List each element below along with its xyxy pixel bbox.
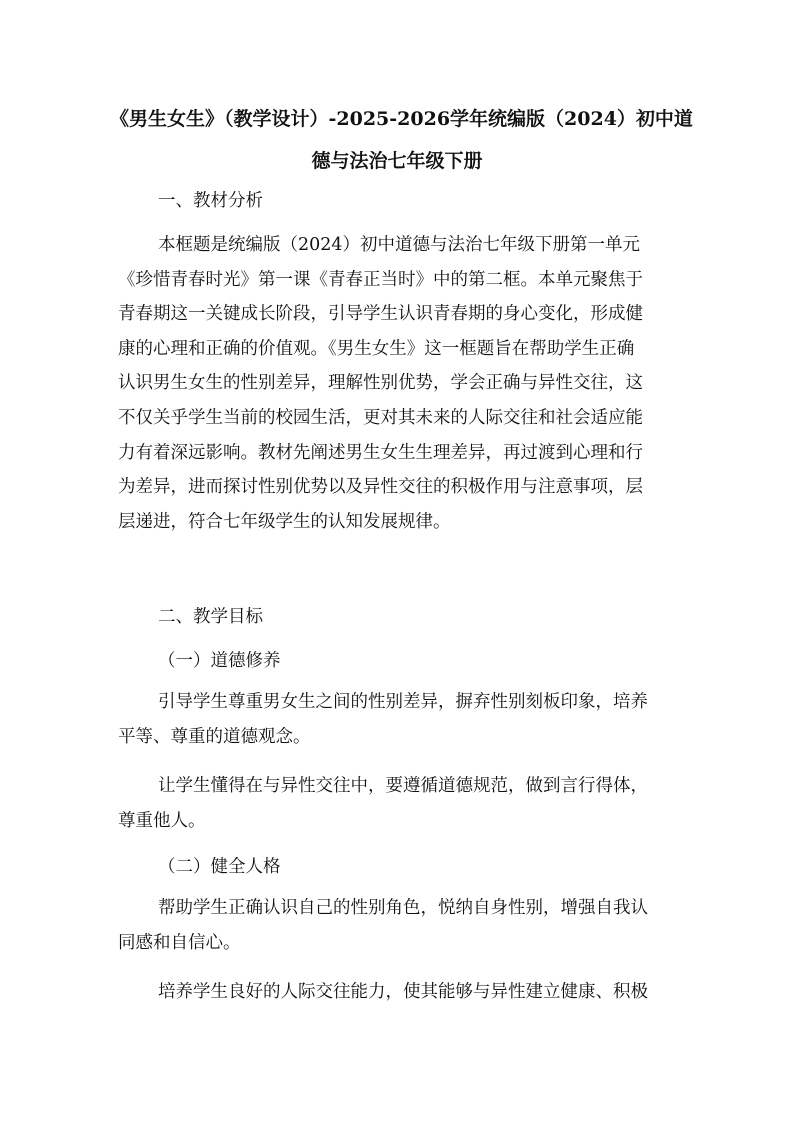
document-title-line-1: 《男生女生》（教学设计）-2025-2026学年统编版（2024）初中道 [110, 108, 693, 130]
paragraph-line: 平等、尊重的道德观念。 [118, 726, 311, 747]
paragraph-line: 青春期这一关键成长阶段，引导学生认识青春期的身心变化，形成健 [118, 304, 643, 325]
paragraph-moral-cultivation-2 [118, 769, 683, 838]
paragraph-line: 同感和自信心。 [118, 932, 241, 953]
paragraph-line: 为差异，进而探讨性别优势以及异性交往的积极作用与注意事项，层 [118, 477, 643, 498]
document-title-line-2: 德与法治七年级下册 [311, 150, 483, 172]
paragraph-textbook-analysis [118, 228, 683, 539]
subheading-sound-personality: （二）健全人格 [158, 857, 281, 877]
paragraph-sound-personality-2 [118, 975, 683, 1010]
section-heading-teaching-objectives: 二、教学目标 [158, 607, 263, 627]
paragraph-line: 帮助学生正确认识自己的性别角色，悦纳自身性别，增强自我认 [158, 898, 648, 918]
paragraph-moral-cultivation-1 [118, 685, 683, 754]
paragraph-line: 层递进，符合七年级学生的认知发展规律。 [118, 511, 451, 532]
paragraph-line: 培养学生良好的人际交往能力，使其能够与异性建立健康、积极 [158, 982, 648, 1002]
paragraph-line: 本框题是统编版（2024）初中道德与法治七年级下册第一单元 [158, 235, 641, 255]
paragraph-sound-personality-1 [118, 891, 683, 960]
paragraph-line: 《珍惜青春时光》第一课《青春正当时》中的第二框。本单元聚焦于 [118, 269, 643, 290]
paragraph-line: 引导学生尊重男女生之间的性别差异，摒弃性别刻板印象，培养 [158, 692, 648, 712]
subheading-moral-cultivation: （一）道德修养 [158, 651, 281, 671]
paragraph-line: 尊重他人。 [118, 810, 206, 831]
paragraph-line: 不仅关乎学生当前的校园生活，更对其未来的人际交往和社会适应能 [118, 407, 643, 428]
paragraph-line: 让学生懂得在与异性交往中，要遵循道德规范，做到言行得体， [158, 776, 648, 796]
paragraph-line: 康的心理和正确的价值观。《男生女生》这一框题旨在帮助学生正确 [118, 338, 635, 359]
paragraph-line: 力有着深远影响。教材先阐述男生女生生理差异，再过渡到心理和行 [118, 442, 643, 463]
paragraph-line: 认识男生女生的性别差异，理解性别优势，学会正确与异性交往，这 [118, 373, 643, 394]
section-heading-textbook-analysis: 一、教材分析 [158, 191, 263, 211]
